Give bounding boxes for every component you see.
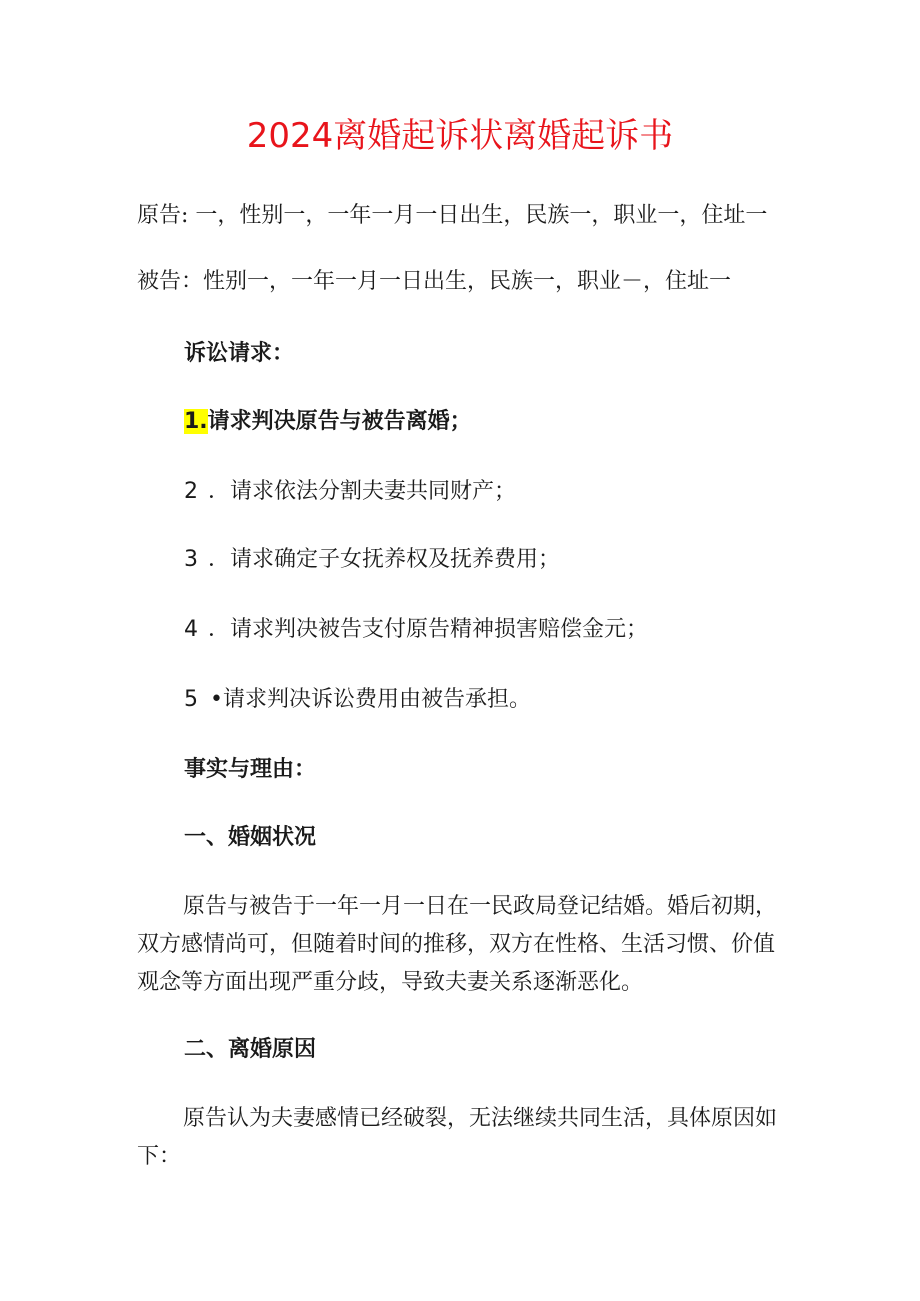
- defendant-line: 被告：性别一，一年一月一日出生，民族一，职业－，住址一: [137, 269, 732, 294]
- claim-text-5: •请求判决诉讼费用由被告承担。: [210, 687, 531, 712]
- claim-item-4: [184, 614, 648, 646]
- facts-heading: 事实与理由：: [184, 757, 317, 782]
- plaintiff-line: 原告: 一，性别一，一年一月一日出生，民族一，职业一，住址一: [137, 203, 768, 228]
- claim-number-1: 1.: [184, 409, 208, 434]
- claims-heading: 诉讼请求：: [184, 341, 295, 366]
- document-title: 2024离婚起诉状离婚起诉书: [246, 116, 674, 156]
- claim-item-2: [184, 476, 516, 508]
- claim-number-5: 5: [184, 687, 198, 712]
- section1-heading: 一、婚姻状况: [184, 825, 317, 850]
- claim-text-1: 请求判决原告与被告离婚；: [207, 409, 472, 434]
- claim-item-5: [184, 684, 531, 716]
- section2-heading: 二、离婚原因: [184, 1037, 317, 1062]
- section2-paragraph: 原告认为夫妻感情已经破裂，无法继续共同生活，具体原因如下：: [137, 1106, 778, 1169]
- claim-number-4: 4: [184, 617, 198, 642]
- claim-text-4: ．请求判决被告支付原告精神损害赔偿金元；: [208, 617, 649, 642]
- claim-item-1: [184, 406, 472, 438]
- section1-paragraph: 原告与被告于一年一月一日在一民政局登记结婚。婚后初期，双方感情尚可，但随着时间的推移，双方在性格、生活习惯、价值观念等方面出现严重分歧，导致夫妻关系逐渐恶化。: [137, 894, 778, 995]
- claim-text-2: ．请求依法分割夫妻共同财产；: [208, 479, 517, 504]
- claim-number-3: 3: [184, 547, 198, 572]
- claim-text-3: ．请求确定子女抚养权及抚养费用；: [208, 547, 561, 572]
- claim-item-3: [184, 544, 560, 576]
- claim-number-2: 2: [184, 479, 198, 504]
